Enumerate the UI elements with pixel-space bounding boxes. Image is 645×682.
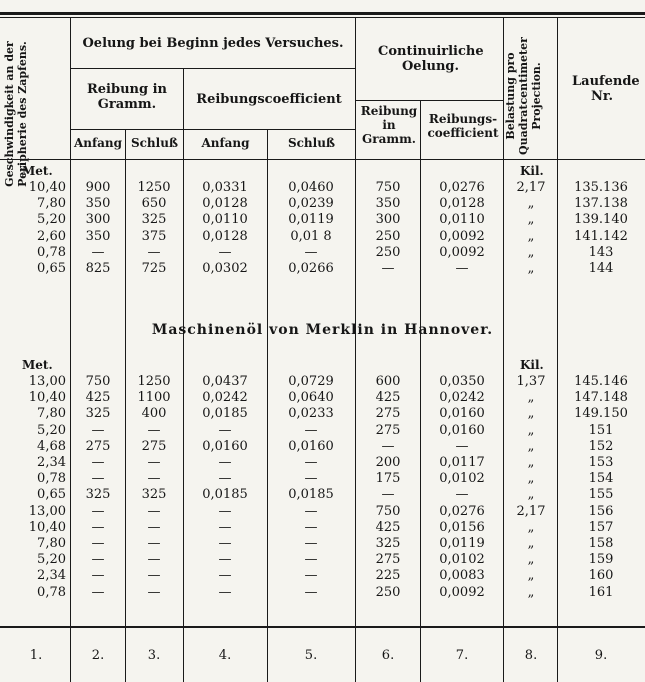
column-number: 7. [455, 648, 469, 663]
table-cell: 144 [588, 261, 614, 276]
table-cell: 200 [375, 455, 401, 470]
table-cell: 325 [141, 212, 167, 228]
table-cell: 0,0102 [439, 471, 485, 487]
table-cell: 400 [141, 406, 167, 422]
column-number: 2. [91, 648, 105, 663]
table-cell: 0,0083 [439, 568, 485, 584]
column-number: 5. [304, 648, 318, 663]
table-cell: 0,0110 [202, 212, 248, 228]
table-cell: 650 [141, 196, 167, 212]
table-cell: — [218, 503, 232, 519]
table-cell: — [304, 244, 318, 260]
column-number: 9. [594, 648, 608, 663]
table-cell: „ [527, 438, 535, 454]
header-cont-coeff: Reibungs-coefficient [427, 112, 499, 140]
table-cell: 750 [375, 503, 401, 519]
table-cell: „ [527, 422, 535, 438]
table-cell: 0,0242 [439, 390, 485, 406]
table-cell: — [147, 471, 161, 487]
table-cell: 425 [375, 390, 401, 406]
header-continuous: Continuirliche Oelung. [378, 44, 484, 74]
table-cell: 0,0092 [439, 244, 485, 260]
table-cell: 5,20 [37, 212, 66, 228]
table-cell: „ [527, 568, 535, 584]
table-cell: 139.140 [574, 212, 628, 228]
table-cell: 325 [85, 487, 111, 503]
table-cell: 160 [588, 568, 614, 584]
table-cell: — [91, 244, 105, 260]
vline-1 [70, 17, 71, 682]
table-cell: 0,0640 [288, 390, 334, 406]
header-end-1: Schluß [130, 136, 179, 150]
column-number: 4. [218, 648, 232, 663]
table-cell: 0,0185 [202, 487, 248, 503]
table-cell: 0,0185 [202, 406, 248, 422]
table-cell: 0,0242 [202, 390, 248, 406]
table-cell: 725 [141, 261, 167, 276]
table-cell: 425 [375, 519, 401, 535]
table-cell: 7,80 [37, 406, 66, 422]
table-cell: „ [527, 261, 535, 276]
table-cell: — [455, 487, 469, 503]
table-cell: — [455, 438, 469, 454]
table-cell: 175 [375, 471, 401, 487]
table-cell: — [218, 455, 232, 470]
table-cell: 0,0437 [202, 374, 248, 389]
table-cell: 0,0460 [288, 180, 334, 195]
table-cell: — [147, 552, 161, 568]
table-cell: 0,0102 [439, 552, 485, 568]
table-cell: „ [527, 406, 535, 422]
table-cell: 225 [375, 568, 401, 584]
table-cell: 10,40 [28, 519, 66, 535]
table-cell: 250 [375, 584, 401, 600]
table-cell: 750 [85, 374, 111, 389]
table-cell: 2,34 [37, 455, 66, 470]
table-cell: — [304, 568, 318, 584]
unit-met-1: Met. [22, 164, 53, 178]
table-cell: — [91, 503, 105, 519]
table-cell: 147.148 [574, 390, 628, 406]
table-cell: — [147, 536, 161, 551]
table-cell: 750 [375, 180, 401, 195]
table-cell: — [381, 261, 395, 276]
table-cell: 7,80 [37, 536, 66, 551]
table-cell: 0,0350 [439, 374, 485, 389]
table-cell: 1,37 [516, 374, 546, 389]
table-cell: 137.138 [574, 196, 628, 212]
table-cell: 0,01 8 [290, 228, 332, 244]
table-cell: 0,78 [37, 471, 66, 487]
header-friction-grams: Reibung in Gramm. [86, 82, 167, 112]
column-number: 6. [381, 648, 395, 663]
table-cell: 0,0156 [439, 519, 485, 535]
table-cell: 0,0117 [439, 455, 485, 470]
table-cell: 156 [588, 503, 614, 519]
table-cell: 300 [85, 212, 111, 228]
table-cell: 7,80 [37, 196, 66, 212]
table-cell: 275 [85, 438, 111, 454]
table-cell: 0,0276 [439, 503, 485, 519]
table-cell: 325 [85, 406, 111, 422]
table-cell: „ [527, 584, 535, 600]
table-cell: 151 [588, 422, 614, 438]
table-cell: 0,0119 [288, 212, 334, 228]
table-cell: 825 [85, 261, 111, 276]
table-cell: — [147, 568, 161, 584]
table-cell: 0,78 [37, 244, 66, 260]
table-cell: — [304, 422, 318, 438]
table-cell: 0,0160 [288, 438, 334, 454]
table-cell: 900 [85, 180, 111, 195]
table-cell: 0,0160 [202, 438, 248, 454]
table-cell: 158 [588, 536, 614, 551]
table-cell: 0,0092 [439, 228, 485, 244]
table-cell: — [304, 519, 318, 535]
table-cell: 0,0128 [202, 196, 248, 212]
table-cell: 0,0302 [202, 261, 248, 276]
table-cell: 0,0185 [288, 487, 334, 503]
table-cell: 0,0160 [439, 406, 485, 422]
table-cell: 13,00 [28, 374, 66, 389]
table-cell: 10,40 [28, 390, 66, 406]
table-cell: 0,0128 [202, 228, 248, 244]
table-cell: — [91, 471, 105, 487]
table-cell: — [147, 584, 161, 600]
table-cell: „ [527, 471, 535, 487]
header-start-2: Anfang [201, 136, 250, 150]
table-cell: — [218, 568, 232, 584]
header-oelung-start: Oelung bei Beginn jedes Versuches. [82, 36, 344, 51]
table-cell: — [147, 422, 161, 438]
table-cell: 2,34 [37, 568, 66, 584]
table-cell: 0,0331 [202, 180, 248, 195]
table-cell: 153 [588, 455, 614, 470]
table-cell: 5,20 [37, 552, 66, 568]
table-cell: 325 [375, 536, 401, 551]
table-cell: 1100 [137, 390, 171, 406]
table-cell: 0,0119 [439, 536, 485, 551]
table-cell: — [218, 244, 232, 260]
table-cell: „ [527, 519, 535, 535]
table-cell: 0,0729 [288, 374, 334, 389]
table-cell: „ [527, 228, 535, 244]
table-cell: — [91, 519, 105, 535]
table-cell: — [304, 584, 318, 600]
header-load: Belastung pro Quadratcentimeter Projection. [504, 37, 543, 155]
table-cell: 2,17 [516, 180, 546, 195]
column-number: 8. [524, 648, 538, 663]
table-cell: 1250 [137, 180, 171, 195]
table-cell: 250 [375, 244, 401, 260]
table-cell: „ [527, 390, 535, 406]
table-cell: 0,0110 [439, 212, 485, 228]
table-cell: 275 [375, 552, 401, 568]
table-cell: 159 [588, 552, 614, 568]
table-cell: „ [527, 455, 535, 470]
table-cell: 300 [375, 212, 401, 228]
table-cell: — [304, 455, 318, 470]
unit-kil-1: Kil. [520, 164, 544, 178]
table-cell: 145.146 [574, 374, 628, 389]
table-cell: — [91, 536, 105, 551]
table-cell: 0,0160 [439, 422, 485, 438]
table-cell: 275 [375, 422, 401, 438]
header-running-nr: Laufende Nr. [572, 74, 640, 104]
table-cell: — [304, 471, 318, 487]
table-cell: 135.136 [574, 180, 628, 195]
table-cell: 0,0276 [439, 180, 485, 195]
top-rule [0, 12, 645, 15]
table-cell: — [218, 552, 232, 568]
table-cell: 250 [375, 228, 401, 244]
table-cell: 2,60 [37, 228, 66, 244]
table-cell: 0,65 [37, 487, 66, 503]
table-cell: — [304, 536, 318, 551]
table-cell: — [147, 244, 161, 260]
table-cell: 154 [588, 471, 614, 487]
header-speed: Geschwindigkeit an der Peripherie des Zapfens. [3, 41, 29, 187]
table-cell: 600 [375, 374, 401, 389]
unit-kil-2: Kil. [520, 358, 544, 372]
table-cell: 325 [141, 487, 167, 503]
table-cell: 275 [141, 438, 167, 454]
table-cell: — [218, 584, 232, 600]
table-cell: 0,78 [37, 584, 66, 600]
table-cell: 141.142 [574, 228, 628, 244]
table-cell: — [91, 455, 105, 470]
table-cell: 0,0239 [288, 196, 334, 212]
table-cell: 350 [85, 228, 111, 244]
table-cell: — [147, 519, 161, 535]
table-cell: 0,0092 [439, 584, 485, 600]
table-cell: 0,0266 [288, 261, 334, 276]
table-cell: — [91, 552, 105, 568]
unit-met-2: Met. [22, 358, 53, 372]
table-cell: — [91, 584, 105, 600]
table-cell: 2,17 [516, 503, 546, 519]
table-cell: 157 [588, 519, 614, 535]
table-cell: — [218, 422, 232, 438]
table-cell: 152 [588, 438, 614, 454]
table-cell: 425 [85, 390, 111, 406]
section-title: Maschinenöl von Merklin in Hannover. [151, 322, 494, 338]
table-cell: 149.150 [574, 406, 628, 422]
table-cell: „ [527, 196, 535, 212]
table-cell: — [218, 471, 232, 487]
table-cell: — [381, 438, 395, 454]
table-cell: 0,65 [37, 261, 66, 276]
table-cell: — [147, 455, 161, 470]
table-cell: „ [527, 212, 535, 228]
table-cell: — [304, 503, 318, 519]
table-cell: 0,0128 [439, 196, 485, 212]
header-friction-coeff: Reibungscoefficient [196, 92, 342, 107]
table-cell: — [218, 536, 232, 551]
header-cont-friction: Reibung in Gramm. [360, 104, 418, 146]
column-number: 1. [29, 648, 43, 663]
table-cell: 13,00 [28, 503, 66, 519]
table-cell: 275 [375, 406, 401, 422]
table-cell: 155 [588, 487, 614, 503]
table-cell: 350 [85, 196, 111, 212]
table-cell: „ [527, 536, 535, 551]
table-cell: — [455, 261, 469, 276]
table-cell: „ [527, 244, 535, 260]
table-cell: 1250 [137, 374, 171, 389]
table-cell: — [91, 422, 105, 438]
table-cell: — [304, 552, 318, 568]
table-cell: 10,40 [28, 180, 66, 195]
table-cell: 0,0233 [288, 406, 334, 422]
table-cell: 161 [588, 584, 614, 600]
header-line-sub [70, 129, 355, 130]
header-end-2: Schluß [287, 136, 336, 150]
table-cell: „ [527, 552, 535, 568]
table-cell: 143 [588, 244, 614, 260]
table-cell: — [218, 519, 232, 535]
table-cell: „ [527, 487, 535, 503]
table-cell: 4,68 [37, 438, 66, 454]
table-cell: 5,20 [37, 422, 66, 438]
header-start-1: Anfang [73, 136, 123, 150]
column-number: 3. [147, 648, 161, 663]
top-rule-thin [0, 17, 645, 18]
table-cell: 375 [141, 228, 167, 244]
header-line-oelung [70, 68, 355, 69]
table-cell: — [91, 568, 105, 584]
table-cell: — [147, 503, 161, 519]
table-cell: 350 [375, 196, 401, 212]
header-line-cont [355, 100, 503, 101]
table-cell: — [381, 487, 395, 503]
footer-line [0, 626, 645, 628]
